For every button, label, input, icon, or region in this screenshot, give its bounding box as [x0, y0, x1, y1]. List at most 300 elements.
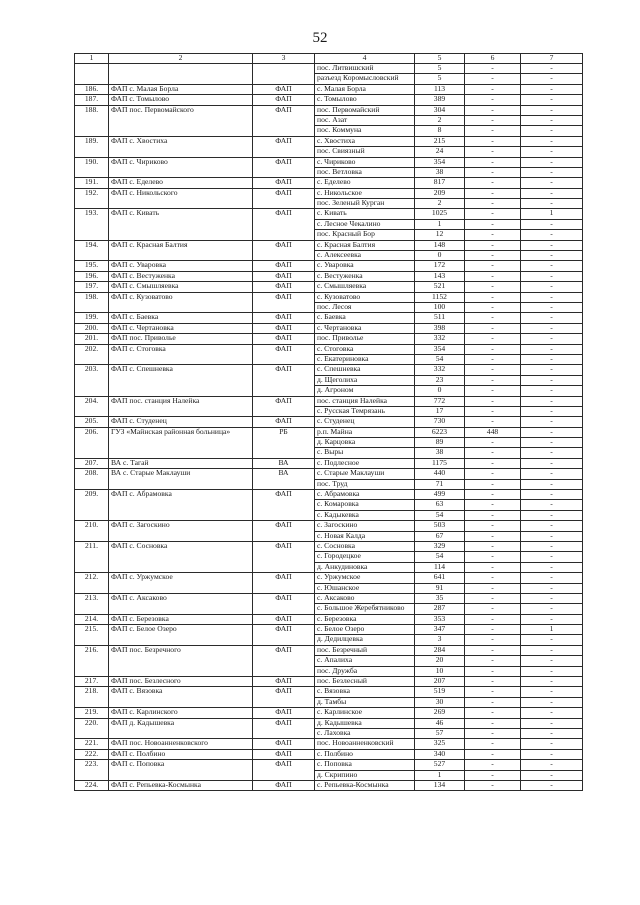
facility-name: ФАП пос. Безречного [109, 645, 253, 676]
settlement-name: с. Загоскино [315, 521, 415, 531]
col7-value: - [521, 438, 583, 448]
settlement-name: с. Кузоватово [315, 292, 415, 302]
col6-value: - [465, 136, 521, 146]
col7-value: - [521, 718, 583, 728]
table-row [75, 614, 583, 624]
population: 398 [415, 323, 465, 333]
facility-name: ФАП с. Никольского [109, 188, 253, 209]
facility-type: РБ [253, 427, 315, 458]
col7-value: - [521, 313, 583, 323]
settlement-name: с. Юшанское [315, 583, 415, 593]
table-row [75, 209, 583, 219]
col7-value: - [521, 780, 583, 790]
col-header: 3 [253, 54, 315, 64]
facility-type: ФАП [253, 240, 315, 261]
settlement-name: пос. Лесоя [315, 302, 415, 312]
population: 91 [415, 583, 465, 593]
col7-value: - [521, 167, 583, 177]
population: 0 [415, 251, 465, 261]
col7-value: - [521, 593, 583, 603]
settlement-name: р.п. Майна [315, 427, 415, 437]
col6-value: - [465, 552, 521, 562]
facility-type: ФАП [253, 188, 315, 209]
table-row [75, 261, 583, 271]
col-header: 2 [109, 54, 253, 64]
col7-value: - [521, 178, 583, 188]
col6-value: - [465, 780, 521, 790]
settlement-name: с. Кадыкевка [315, 510, 415, 520]
settlement-name: с. Алексеевка [315, 251, 415, 261]
facility-type: ФАП [253, 344, 315, 365]
col7-value: - [521, 375, 583, 385]
table-row [75, 313, 583, 323]
table-row [75, 64, 583, 74]
row-number: 192. [75, 188, 109, 209]
row-number: 186. [75, 84, 109, 94]
col6-value: - [465, 64, 521, 74]
population: 54 [415, 354, 465, 364]
table-row [75, 541, 583, 551]
facility-name: ФАП с. Вязовка [109, 687, 253, 708]
facility-type: ВА [253, 458, 315, 468]
table-row [75, 573, 583, 583]
population: 353 [415, 614, 465, 624]
facility-name: ФАП пос. Безлесного [109, 677, 253, 687]
facility-type: ФАП [253, 749, 315, 759]
settlement-name: д. Дедилцевка [315, 635, 415, 645]
settlement-name: пос. станция Налейка [315, 396, 415, 406]
population: 5 [415, 74, 465, 84]
col6-value: - [465, 126, 521, 136]
facility-name [109, 64, 253, 85]
col6-value: - [465, 271, 521, 281]
col7-value: - [521, 687, 583, 697]
facility-type: ФАП [253, 521, 315, 542]
row-number: 217. [75, 677, 109, 687]
population: 207 [415, 677, 465, 687]
col7-value: - [521, 458, 583, 468]
col7-value: 1 [521, 209, 583, 219]
col7-value: - [521, 604, 583, 614]
settlement-name: с. Уржумское [315, 573, 415, 583]
settlement-name: пос. Дружба [315, 666, 415, 676]
settlement-name: с. Стоговка [315, 344, 415, 354]
facility-type: ФАП [253, 282, 315, 292]
row-number: 223. [75, 760, 109, 781]
row-number: 189. [75, 136, 109, 157]
page-number: 52 [312, 30, 328, 46]
col7-value: - [521, 541, 583, 551]
settlement-name: пос. Приволье [315, 334, 415, 344]
facility-type: ФАП [253, 739, 315, 749]
facility-type: ФАП [253, 645, 315, 676]
facility-name: ФАП с. Кузоватово [109, 292, 253, 313]
col6-value: - [465, 635, 521, 645]
facility-name: ФАП с. Чириково [109, 157, 253, 178]
col7-value: - [521, 521, 583, 531]
table-row [75, 645, 583, 655]
row-number: 211. [75, 541, 109, 572]
table-row [75, 84, 583, 94]
population: 209 [415, 188, 465, 198]
col6-value: - [465, 209, 521, 219]
facility-type: ФАП [253, 490, 315, 521]
col6-value: - [465, 282, 521, 292]
population: 347 [415, 625, 465, 635]
settlement-name: с. Русская Темрязань [315, 406, 415, 416]
col7-value: - [521, 365, 583, 375]
settlement-name: д. Скрипино [315, 770, 415, 780]
settlement-name: пос. Азат [315, 115, 415, 125]
col7-value: - [521, 749, 583, 759]
row-number: 219. [75, 708, 109, 718]
facility-name: ФАП с. Стоговка [109, 344, 253, 365]
population: 3 [415, 635, 465, 645]
col6-value: - [465, 749, 521, 759]
facility-name: ФАП с. Спешневка [109, 365, 253, 396]
col6-value: - [465, 188, 521, 198]
col7-value: - [521, 64, 583, 74]
settlement-name: с. Хвостиха [315, 136, 415, 146]
settlement-name: с. Красная Балтия [315, 240, 415, 250]
row-number: 190. [75, 157, 109, 178]
row-number: 215. [75, 625, 109, 646]
facility-name: ФАП с. Сосновка [109, 541, 253, 572]
col7-value: - [521, 583, 583, 593]
col6-value: - [465, 469, 521, 479]
table-row [75, 292, 583, 302]
col6-value: - [465, 583, 521, 593]
facility-name: ФАП с. Березовка [109, 614, 253, 624]
row-number: 203. [75, 365, 109, 396]
col6-value: - [465, 375, 521, 385]
settlement-name: с. Сосновка [315, 541, 415, 551]
facility-type: ФАП [253, 573, 315, 594]
population: 325 [415, 739, 465, 749]
table-row [75, 178, 583, 188]
facility-name: ФАП пос. Приволье [109, 334, 253, 344]
settlement-name: с. Смышляевка [315, 282, 415, 292]
col6-value: - [465, 593, 521, 603]
settlement-name: с. Малая Борла [315, 84, 415, 94]
settlement-name: с. Уваровка [315, 261, 415, 271]
settlement-name: с. Городецкое [315, 552, 415, 562]
row-number: 198. [75, 292, 109, 313]
population: 287 [415, 604, 465, 614]
settlement-name: пос. Новоанненковский [315, 739, 415, 749]
facility-name: ФАП с. Кивать [109, 209, 253, 240]
settlement-name: с. Абрамовка [315, 490, 415, 500]
population: 17 [415, 406, 465, 416]
col7-value: - [521, 760, 583, 770]
facility-name: ВА с. Старые Маклауши [109, 469, 253, 490]
col7-value: - [521, 479, 583, 489]
facility-type: ФАП [253, 313, 315, 323]
settlement-name: пос. Зеленый Курган [315, 199, 415, 209]
settlement-name: с. Подлесное [315, 458, 415, 468]
facility-name: ФАП с. Студенец [109, 417, 253, 427]
population: 12 [415, 230, 465, 240]
table-row [75, 417, 583, 427]
row-number: 197. [75, 282, 109, 292]
settlement-name: с. Чертановка [315, 323, 415, 333]
facility-name: ФАП с. Смышляевка [109, 282, 253, 292]
col6-value: - [465, 729, 521, 739]
col6-value: - [465, 344, 521, 354]
col6-value: - [465, 240, 521, 250]
settlement-name: с. Комаровка [315, 500, 415, 510]
population: 38 [415, 448, 465, 458]
col6-value: - [465, 645, 521, 655]
population: 772 [415, 396, 465, 406]
population: 1 [415, 770, 465, 780]
col6-value: - [465, 167, 521, 177]
row-number: 209. [75, 490, 109, 521]
facility-name: ФАП с. Абрамовка [109, 490, 253, 521]
col6-value: - [465, 604, 521, 614]
population: 35 [415, 593, 465, 603]
col7-value: - [521, 74, 583, 84]
population: 89 [415, 438, 465, 448]
col6-value: - [465, 656, 521, 666]
population: 332 [415, 334, 465, 344]
facility-name: ФАП с. Поповка [109, 760, 253, 781]
facility-name: ФАП с. Еделево [109, 178, 253, 188]
population: 114 [415, 562, 465, 572]
population: 8 [415, 126, 465, 136]
settlement-name: д. Щеголиха [315, 375, 415, 385]
settlement-name: с. Никольское [315, 188, 415, 198]
table-row [75, 625, 583, 635]
settlement-name: с. Лаховка [315, 729, 415, 739]
population: 332 [415, 365, 465, 375]
settlement-name: пос. Свиязный [315, 147, 415, 157]
row-number: 196. [75, 271, 109, 281]
col7-value: - [521, 199, 583, 209]
population: 172 [415, 261, 465, 271]
population: 46 [415, 718, 465, 728]
population: 354 [415, 157, 465, 167]
population: 1 [415, 219, 465, 229]
settlement-name: с. Аксаково [315, 593, 415, 603]
facilities-table [74, 53, 583, 791]
settlement-name: с. Поповка [315, 760, 415, 770]
settlement-name: с. Екатериновка [315, 354, 415, 364]
facility-name: ФАП с. Уваровка [109, 261, 253, 271]
col7-value: - [521, 271, 583, 281]
row-number: 205. [75, 417, 109, 427]
settlement-name: пос. Безлесный [315, 677, 415, 687]
population: 329 [415, 541, 465, 551]
population: 1025 [415, 209, 465, 219]
row-number: 218. [75, 687, 109, 708]
col6-value: - [465, 739, 521, 749]
facility-type: ФАП [253, 708, 315, 718]
settlement-name: с. Полбино [315, 749, 415, 759]
facility-type: ФАП [253, 334, 315, 344]
row-number: 213. [75, 593, 109, 614]
col7-value: 1 [521, 625, 583, 635]
row-number: 214. [75, 614, 109, 624]
population: 269 [415, 708, 465, 718]
col6-value: - [465, 386, 521, 396]
col6-value: - [465, 178, 521, 188]
col6-value: - [465, 251, 521, 261]
settlement-name: с. Репьевка-Космынка [315, 780, 415, 790]
col7-value: - [521, 334, 583, 344]
table-row [75, 469, 583, 479]
row-number: 187. [75, 95, 109, 105]
population: 304 [415, 105, 465, 115]
row-number: 199. [75, 313, 109, 323]
population: 519 [415, 687, 465, 697]
settlement-name: пос. Литвишский [315, 64, 415, 74]
col7-value: - [521, 770, 583, 780]
settlement-name: с. Спешневка [315, 365, 415, 375]
row-number: 216. [75, 645, 109, 676]
table-row [75, 427, 583, 437]
settlement-name: пос. Труд [315, 479, 415, 489]
col6-value: - [465, 84, 521, 94]
col7-value: - [521, 136, 583, 146]
col7-value: - [521, 292, 583, 302]
col7-value: - [521, 697, 583, 707]
col6-value: - [465, 573, 521, 583]
table-row [75, 593, 583, 603]
col7-value: - [521, 427, 583, 437]
col6-value: - [465, 510, 521, 520]
col-header: 1 [75, 54, 109, 64]
settlement-name: пос. Первомайский [315, 105, 415, 115]
col7-value: - [521, 739, 583, 749]
table-row [75, 188, 583, 198]
facility-name: ФАП д. Кадышевка [109, 718, 253, 739]
settlement-name: с. Новая Калда [315, 531, 415, 541]
facility-type: ФАП [253, 105, 315, 136]
col7-value: - [521, 354, 583, 364]
population: 6223 [415, 427, 465, 437]
row-number: 200. [75, 323, 109, 333]
col6-value: - [465, 614, 521, 624]
col6-value: - [465, 417, 521, 427]
facility-type: ФАП [253, 136, 315, 157]
table-row [75, 271, 583, 281]
col6-value: - [465, 438, 521, 448]
population: 148 [415, 240, 465, 250]
population: 100 [415, 302, 465, 312]
settlement-name: с. Студенец [315, 417, 415, 427]
settlement-name: с. Кивать [315, 209, 415, 219]
population: 817 [415, 178, 465, 188]
population: 527 [415, 760, 465, 770]
col6-value: - [465, 323, 521, 333]
settlement-name: д. Карцовка [315, 438, 415, 448]
col7-value: - [521, 562, 583, 572]
facility-type: ФАП [253, 780, 315, 790]
col7-value: - [521, 240, 583, 250]
facility-name: ФАП с. Репьевка-Космынка [109, 780, 253, 790]
facility-type: ФАП [253, 323, 315, 333]
row-number: 207. [75, 458, 109, 468]
table-row [75, 780, 583, 790]
population: 389 [415, 95, 465, 105]
col-header: 4 [315, 54, 415, 64]
col7-value: - [521, 552, 583, 562]
settlement-name: д. Тамбы [315, 697, 415, 707]
facility-type: ФАП [253, 95, 315, 105]
population: 143 [415, 271, 465, 281]
table-row [75, 240, 583, 250]
col-header: 7 [521, 54, 583, 64]
facility-type: ФАП [253, 593, 315, 614]
population: 499 [415, 490, 465, 500]
col7-value: - [521, 126, 583, 136]
col6-value: - [465, 677, 521, 687]
facility-name: ФАП с. Белое Озеро [109, 625, 253, 646]
facility-type: ФАП [253, 178, 315, 188]
row-number: 194. [75, 240, 109, 261]
facility-name: ФАП с. Вестуженка [109, 271, 253, 281]
population: 1175 [415, 458, 465, 468]
col7-value: - [521, 531, 583, 541]
population: 284 [415, 645, 465, 655]
settlement-name: с. Апалиха [315, 656, 415, 666]
facility-type: ФАП [253, 687, 315, 708]
col-header: 6 [465, 54, 521, 64]
row-number: 193. [75, 209, 109, 240]
row-number [75, 64, 109, 85]
population: 503 [415, 521, 465, 531]
col7-value: - [521, 386, 583, 396]
row-number: 191. [75, 178, 109, 188]
settlement-name: с. Вестуженка [315, 271, 415, 281]
col7-value: - [521, 95, 583, 105]
settlement-name: д. Анкудиновка [315, 562, 415, 572]
table-row [75, 95, 583, 105]
col6-value: - [465, 625, 521, 635]
col7-value: - [521, 147, 583, 157]
settlement-name: с. Вязовка [315, 687, 415, 697]
col7-value: - [521, 157, 583, 167]
population: 54 [415, 510, 465, 520]
population: 440 [415, 469, 465, 479]
col6-value: - [465, 365, 521, 375]
table-row [75, 105, 583, 115]
table-row [75, 687, 583, 697]
facility-name: ФАП с. Аксаково [109, 593, 253, 614]
col7-value: - [521, 406, 583, 416]
row-number: 220. [75, 718, 109, 739]
table-row [75, 718, 583, 728]
col6-value: - [465, 105, 521, 115]
col7-value: - [521, 635, 583, 645]
population: 641 [415, 573, 465, 583]
settlement-name: с. Большое Жеребятниково [315, 604, 415, 614]
settlement-name: с. Старые Маклауши [315, 469, 415, 479]
col6-value: - [465, 458, 521, 468]
col7-value: - [521, 729, 583, 739]
col7-value: - [521, 323, 583, 333]
population: 10 [415, 666, 465, 676]
settlement-name: с. Выры [315, 448, 415, 458]
col6-value: - [465, 95, 521, 105]
table-row [75, 760, 583, 770]
table-row [75, 282, 583, 292]
facility-type: ФАП [253, 365, 315, 396]
col6-value: - [465, 74, 521, 84]
col6-value: - [465, 521, 521, 531]
table-row [75, 396, 583, 406]
